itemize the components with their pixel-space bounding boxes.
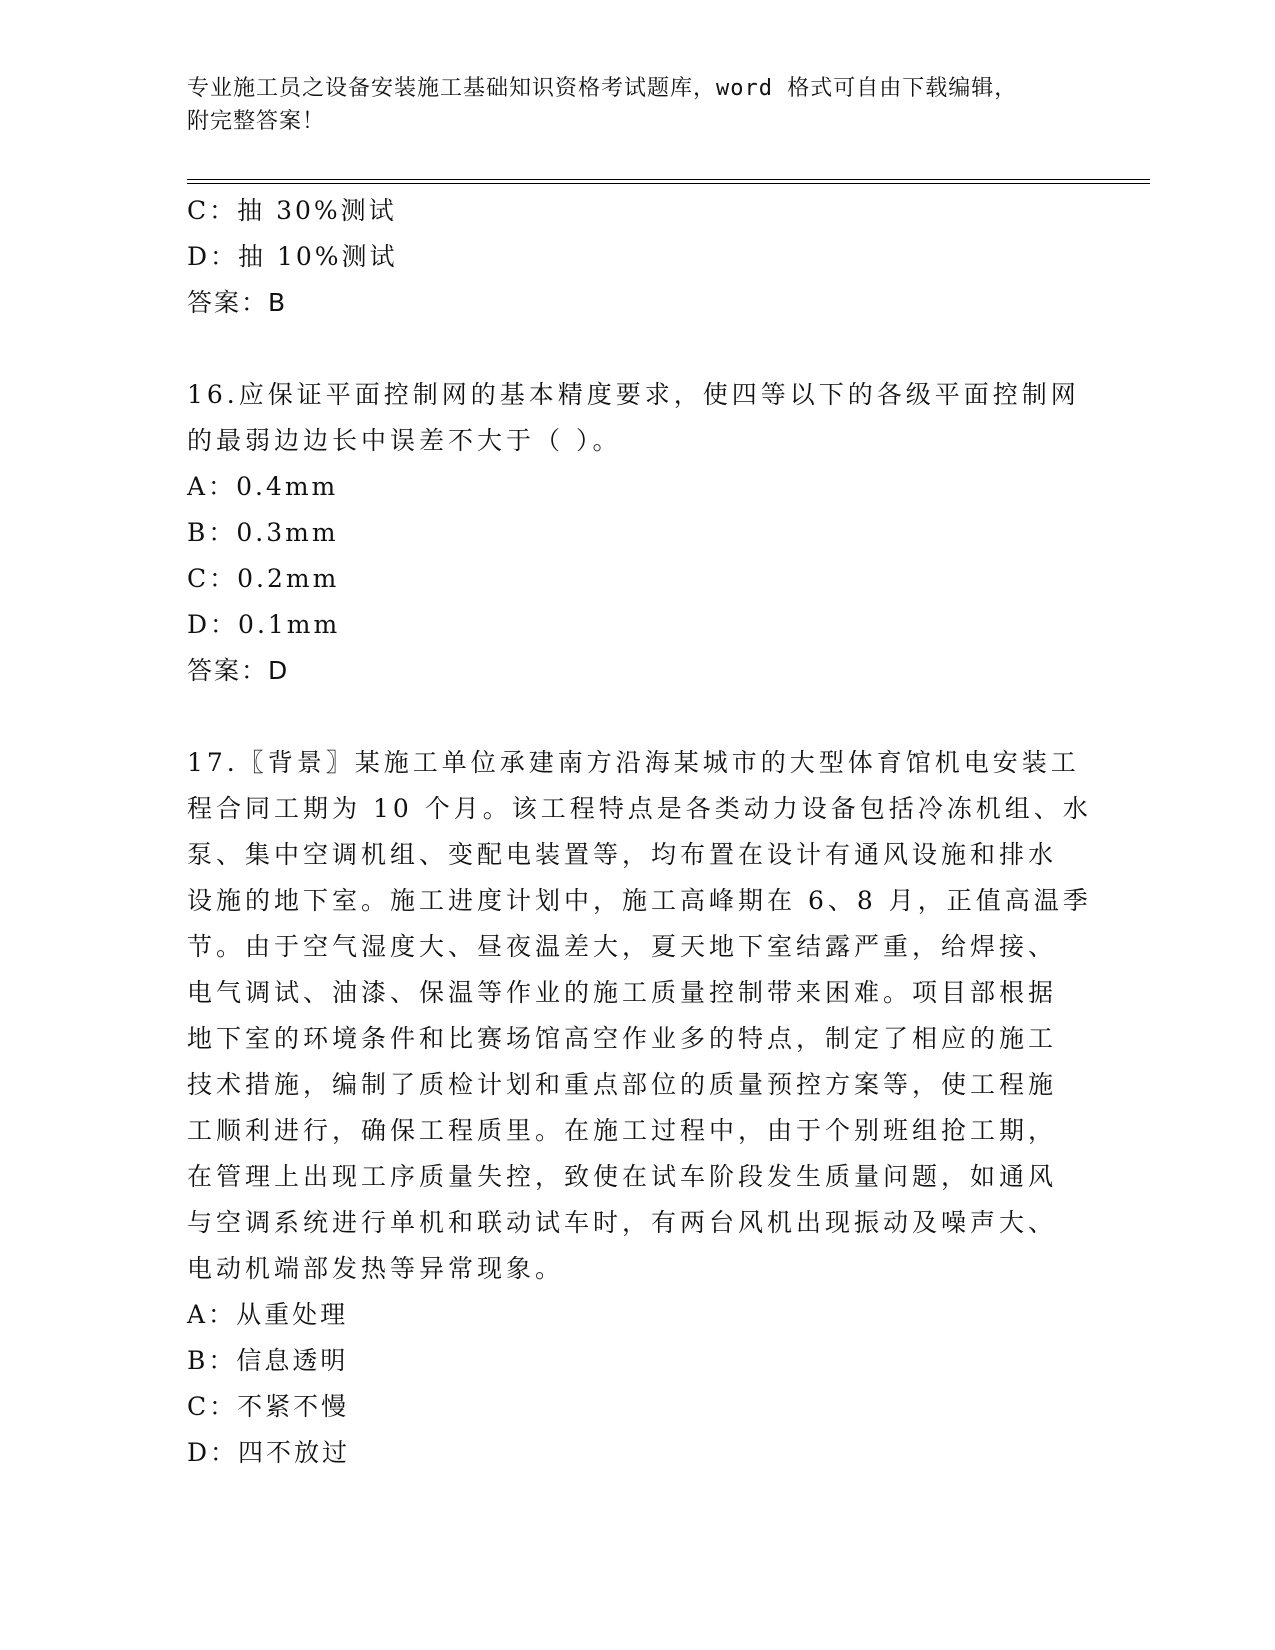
stem-line: 节。由于空气湿度大、昼夜温差大，夏天地下室结露严重，给焊接、 bbox=[187, 932, 1058, 961]
stem-line: 工顺利进行，确保工程质里。在施工过程中，由于个别班组抢工期， bbox=[187, 1116, 1058, 1145]
answer-line: 答案：B bbox=[187, 288, 288, 317]
option-c: C：抽 30%测试 bbox=[187, 196, 397, 225]
option-d: D：抽 10%测试 bbox=[187, 242, 398, 271]
stem-line: 电动机端部发热等异常现象。 bbox=[187, 1254, 565, 1283]
stem-line: 程合同工期为 10 个月。该工程特点是各类动力设备包括冷冻机组、水 bbox=[187, 794, 1092, 823]
question-17 bbox=[187, 740, 1092, 1476]
stem-line: 与空调系统进行单机和联动试车时，有两台风机出现振动及噪声大、 bbox=[187, 1208, 1058, 1237]
stem-line: 泵、集中空调机组、变配电装置等，均布置在设计有通风设施和排水 bbox=[187, 840, 1058, 869]
question-16 bbox=[187, 372, 1080, 694]
stem-line: 在管理上出现工序质量失控，致使在试车阶段发生质量问题，如通风 bbox=[187, 1162, 1058, 1191]
question-stem bbox=[187, 372, 1080, 464]
option-d: D：四不放过 bbox=[187, 1438, 351, 1467]
header-divider-bottom bbox=[187, 183, 1150, 184]
header-line-1: 专业施工员之设备安装施工基础知识资格考试题库，word 格式可自由下载编辑， bbox=[187, 76, 1018, 101]
document-header bbox=[187, 72, 1067, 138]
answer-line: 答案：D bbox=[187, 656, 290, 685]
option-b: B：0.3mm bbox=[187, 518, 339, 547]
option-b: B：信息透明 bbox=[187, 1346, 349, 1375]
stem-line: 设施的地下室。施工进度计划中，施工高峰期在 6、8 月，正值高温季 bbox=[187, 886, 1092, 915]
option-a: A：0.4mm bbox=[187, 472, 339, 501]
option-a: A：从重处理 bbox=[187, 1300, 349, 1329]
stem-line: 地下室的环境条件和比赛场馆高空作业多的特点，制定了相应的施工 bbox=[187, 1024, 1058, 1053]
option-d: D：0.1mm bbox=[187, 610, 341, 639]
question-stem bbox=[187, 740, 1092, 1292]
question-15-tail bbox=[187, 188, 1067, 326]
stem-line: 17.〖背景〗某施工单位承建南方沿海某城市的大型体育馆机电安装工 bbox=[187, 748, 1080, 777]
option-c: C：不紧不慢 bbox=[187, 1392, 350, 1421]
stem-line: 电气调试、油漆、保温等作业的施工质量控制带来困难。项目部根据 bbox=[187, 978, 1058, 1007]
stem-line: 的最弱边边长中误差不大于（ ）。 bbox=[187, 426, 622, 455]
stem-line: 技术措施，编制了质检计划和重点部位的质量预控方案等，使工程施 bbox=[187, 1070, 1058, 1099]
header-line-2: 附完整答案！ bbox=[187, 109, 326, 134]
header-divider-top bbox=[187, 179, 1150, 180]
document-body bbox=[187, 188, 1092, 1476]
option-c: C：0.2mm bbox=[187, 564, 340, 593]
stem-line: 16.应保证平面控制网的基本精度要求，使四等以下的各级平面控制网 bbox=[187, 380, 1080, 409]
